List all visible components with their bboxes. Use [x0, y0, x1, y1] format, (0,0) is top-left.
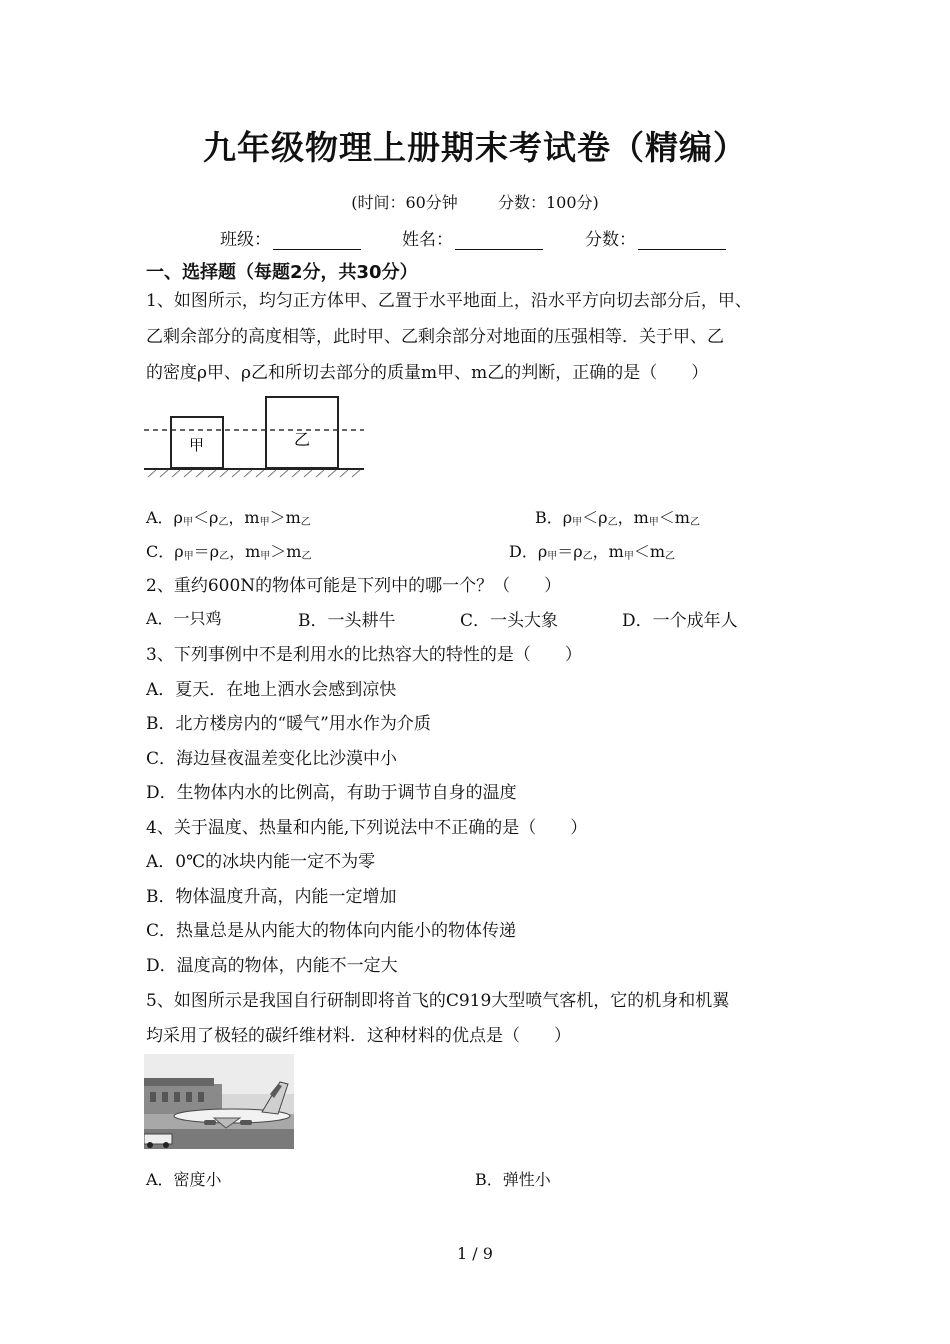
exam-total-score: 分数：100分) [498, 193, 599, 212]
name-blank[interactable] [455, 231, 543, 250]
class-blank[interactable] [273, 231, 361, 250]
q3-option-c[interactable]: C．海边昼夜温差变化比沙漠中小 [146, 749, 398, 769]
q2-option-c[interactable]: C．一头大象 [460, 611, 559, 631]
q4-stem: 4、关于温度、热量和内能,下列说法中不正确的是（ ） [146, 818, 588, 838]
q4-option-d[interactable]: D．温度高的物体，内能不一定大 [146, 956, 398, 976]
q5-aircraft-photo [144, 1054, 294, 1149]
q4-option-a[interactable]: A．0℃的冰块内能一定不为零 [146, 852, 376, 872]
q2-option-a[interactable]: A．一只鸡 [146, 609, 222, 628]
score-label: 分数： [585, 230, 636, 250]
q1-line-3: 的密度ρ甲、ρ乙和所切去部分的质量m甲、m乙的判断，正确的是（ ） [146, 363, 709, 383]
q3-option-a[interactable]: A．夏天．在地上洒水会感到凉快 [146, 680, 397, 700]
score-field[interactable] [585, 225, 726, 250]
q1-option-c[interactable]: C．$\rho_甲=\rho_乙$，$m_甲>m_乙$ [146, 542, 312, 562]
q5-option-a[interactable]: A．密度小 [146, 1170, 222, 1189]
q4-option-c[interactable]: C．热量总是从内能大的物体向内能小的物体传递 [146, 921, 517, 941]
q2-option-d[interactable]: D．一个成年人 [622, 611, 738, 631]
exam-meta [0, 190, 950, 213]
q1-option-b[interactable]: B．$\rho_甲<\rho_乙$，$m_甲<m_乙$ [535, 508, 700, 528]
name-field[interactable] [402, 225, 543, 250]
q3-option-b[interactable]: B．北方楼房内的“暖气”用水作为介质 [146, 714, 431, 734]
q1-option-d[interactable]: D．$\rho_甲=\rho_乙$，$m_甲<m_乙$ [509, 542, 676, 562]
q1-option-a[interactable]: A．$\rho_甲<\rho_乙$，$m_甲>m_乙$ [146, 508, 311, 528]
score-blank[interactable] [638, 231, 726, 250]
q2-option-b[interactable]: B．一头耕牛 [298, 611, 396, 631]
q3-stem: 3、下列事例中不是利用水的比热容大的特性的是（ ） [146, 645, 582, 665]
class-field[interactable] [220, 225, 361, 250]
class-label: 班级： [220, 230, 271, 250]
cube-jia-label: 甲 [189, 436, 205, 454]
name-label: 姓名： [402, 230, 453, 250]
q5-line-1: 5、如图所示是我国自行研制即将首飞的C919大型喷气客机，它的机身和机翼 [146, 991, 730, 1011]
cube-yi-label: 乙 [294, 430, 311, 449]
q4-option-b[interactable]: B．物体温度升高，内能一定增加 [146, 887, 397, 907]
section-heading: 一、选择题（每题2分，共30分） [146, 262, 418, 283]
page-number: 1 / 9 [457, 1244, 493, 1263]
q1-line-2: 乙剩余部分的高度相等，此时甲、乙剩余部分对地面的压强相等．关于甲、乙 [146, 327, 724, 347]
q1-line-1: 1、如图所示，均匀正方体甲、乙置于水平地面上，沿水平方向切去部分后，甲、 [146, 291, 752, 311]
q5-option-b[interactable]: B．弹性小 [475, 1170, 551, 1189]
q2-stem: 2、重约600N的物体可能是下列中的哪一个？（ ） [146, 576, 562, 596]
q3-option-d[interactable]: D．生物体内水的比例高，有助于调节自身的温度 [146, 783, 517, 803]
q5-line-2: 均采用了极轻的碳纤维材料．这种材料的优点是（ ） [146, 1026, 571, 1046]
page-title: 九年级物理上册期末考试卷（精编） [203, 128, 747, 167]
exam-time: (时间：60分钟 [351, 193, 458, 212]
q1-cubes-figure [144, 392, 366, 478]
